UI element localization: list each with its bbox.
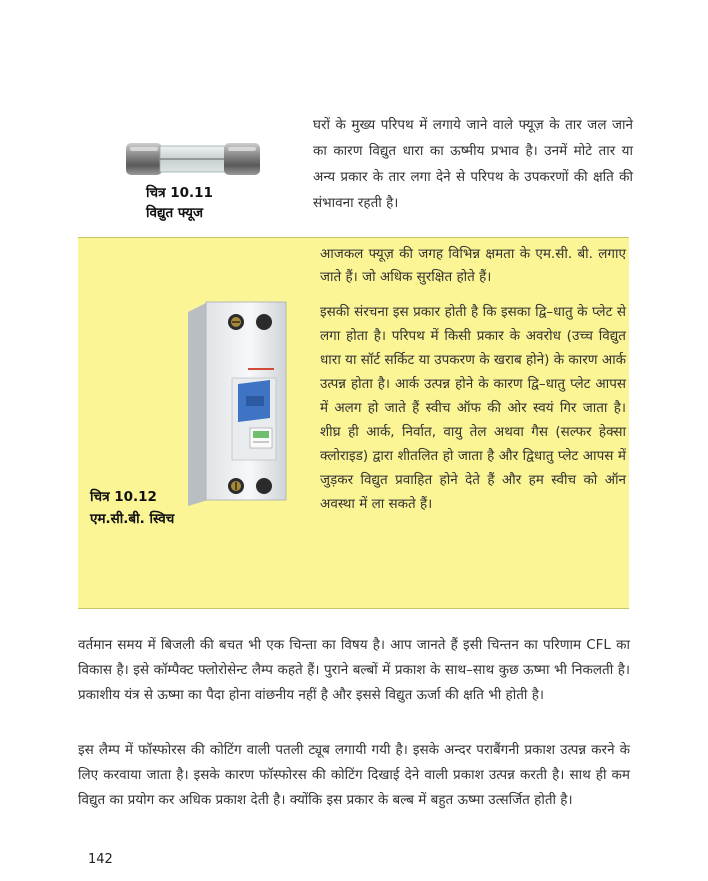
fuse-paragraph: घरों के मुख्य परिपथ में लगाये जाने वाले फ्यूज़ के तार जल जाने का कारण विद्युत धारा का ऊष्मीय प्रभाव है। उनमें मोटे तार या अन्य प्रकार के तार लगा देने से परिपथ के उपकरणों की क्षति की संभावना रहती है। [313,117,633,211]
page-number: 142 [88,852,113,867]
cfl-paragraph-2: इस लैम्प में फॉस्फोरस की कोटिंग वाली पतली ट्यूब लगायी गयी है। इसके अन्दर पराबैंगनी प्रकाश उत्पन्न करने के लिए करवाया जाता है। इसके कारण फॉस्फोरस की कोटिंग दिखाई देने वाली प्रकाश उत्पन्न करती है। साथ ही कम विद्युत का प्रयोग कर अधिक प्रकाश देती है। क्योंकि इस प्रकार के बल्ब में बहुत ऊष्मा उत्सर्जित होती है। [78,742,630,808]
mcb-figure-title: एम.सी.बी. स्विच [90,511,175,527]
mcb-figure-caption [90,486,250,530]
mcb-intro-paragraph: आजकल फ्यूज़ की जगह विभिन्न क्षमता के एम.सी. बी. लगाए जाते हैं। जो अधिक सुरक्षित होते हैं। [320,246,626,285]
mcb-switch-image [186,300,288,508]
fuse-figure-title: विद्युत फ्यूज [146,205,204,221]
cfl-paragraph-1: वर्तमान समय में बिजली की बचत भी एक चिन्ता का विषय है। आप जानते हैं इसी चिन्तन का परिणाम CFL का विकास है। इसे कॉम्पैक्ट फ्लोरोसेन्ट लैम्प कहते हैं। पुराने बल्बों में प्रकाश के साथ–साथ कुछ ऊष्मा भी निकलती है। प्रकाशीय यंत्र से ऊष्मा का पैदा होना वांछनीय नहीं है और इससे विद्युत ऊर्जा की क्षति भी होती है। [78,637,630,703]
fuse-figure-number: चित्र 10.11 [146,185,213,201]
mcb-structure-paragraph: इसकी संरचना इस प्रकार होती है कि इसका द्वि–धातु के प्लेट से लगा होता है। परिपथ में किसी प्रकार के अवरोध (उच्च विद्युत धारा या सॉर्ट सर्किट या उपकरण के खराब होने) के कारण आर्क उत्पन्न होता है। आर्क उत्पन्न होने के कारण द्वि–धातु प्लेट आपस में अलग हो जाते हैं स्वीच ऑफ की ओर स्वयं गिर जाता है। शीघ्र ही आर्क, निर्वात, वायु तेल अथवा गैस (सल्फर हेक्सा क्लोराइड) द्वारा शीतलित हो जाता है और द्विधातु प्लेट आपस में जुड़कर विद्युत प्रवाहित होने देते हैं और हम स्वीच को ऑन अवस्था में ला सकते हैं। [320,304,626,512]
mcb-figure-number: चित्र 10.12 [90,489,157,505]
fuse-figure-caption [146,183,264,223]
fuse-image [122,140,264,178]
